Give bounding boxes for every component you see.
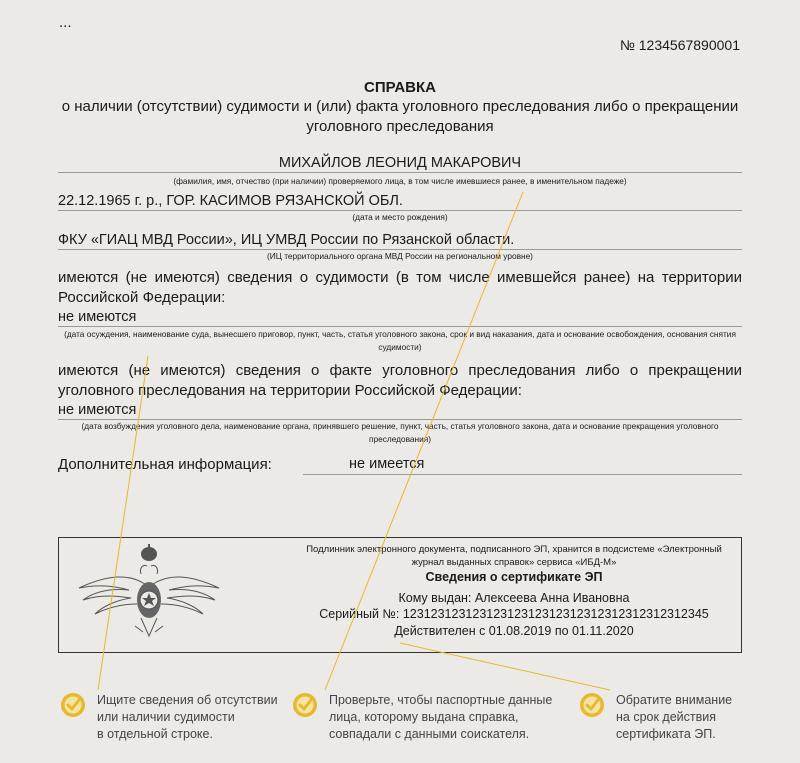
check-circle-icon — [292, 692, 318, 718]
additional-info-label: Дополнительная информация: — [58, 456, 272, 473]
certificate-note: Подлинник электронного документа, подписанного ЭП, хранится в подсистеме «Электронный журнал выданных справок» сервиса «ИБД-М» — [306, 544, 722, 568]
document-title: СПРАВКА — [364, 79, 436, 96]
ellipsis-mark: ... — [59, 14, 72, 31]
document-number: № 1234567890001 — [619, 37, 740, 53]
person-name: МИХАЙЛОВ ЛЕОНИД МАКАРОВИЧ — [58, 154, 742, 173]
conviction-caption: (дата осуждения, наименование суда, вынесшего приговор, пункт, часть, статья уголовного закона, срок и вид наказания, дата и основание освобождения, основания снятия судимости) — [64, 329, 736, 352]
check-circle-icon — [60, 692, 86, 718]
tip-validity — [579, 692, 605, 723]
person-name-caption: (фамилия, имя, отчество (при наличии) проверяемого лица, в том числе имевшиеся ранее, в именительном падеже) — [173, 176, 627, 186]
tip-conviction-text: Ищите сведения об отсутствии или наличии судимости в отдельной строке. — [97, 693, 278, 741]
issuing-organ: ФКУ «ГИАЦ МВД России», ИЦ УМВД России по Рязанской области. — [58, 231, 742, 250]
person-birth: 22.12.1965 г. р., ГОР. КАСИМОВ РЯЗАНСКОЙ ОБЛ. — [58, 192, 742, 211]
certificate-box — [58, 537, 742, 653]
tip-validity-text: Обратите внимание на срок действия сертификата ЭП. — [616, 693, 733, 741]
prosecution-text: имеются (не имеются) сведения о факте уголовного преследования либо о прекращении уголовного преследования на территории Российской Федерации: — [58, 362, 742, 399]
prosecution-value: не имеются — [58, 401, 742, 420]
tip-conviction — [60, 692, 86, 723]
check-circle-icon — [579, 692, 605, 718]
person-birth-caption: (дата и место рождения) — [352, 212, 448, 222]
mvd-emblem-icon — [69, 544, 229, 644]
issuing-organ-caption: (ИЦ территориального органа МВД России на региональном уровне) — [267, 251, 533, 261]
certificate-validity: Действителен с 01.08.2019 по 01.11.2020 — [394, 624, 634, 638]
additional-info-value: не имеется — [349, 456, 425, 472]
conviction-value: не имеются — [58, 308, 742, 327]
tip-passport-text: Проверьте, чтобы паспортные данные лица, которому выдана справка, совпадали с данными соискателя. — [329, 693, 553, 741]
document-subtitle: о наличии (отсутствии) судимости и (или) факта уголовного преследования либо о прекращении уголовного преследования — [61, 98, 739, 135]
conviction-text: имеются (не имеются) сведения о судимости (в том числе имевшейся ранее) на территории Российской Федерации: — [58, 269, 742, 306]
tip-passport — [292, 692, 318, 723]
prosecution-caption: (дата возбуждения уголовного дела, наименование органа, принявшего решение, пункт, часть, статья уголовного закона, дата и основание прекращения уголовного преследования) — [81, 421, 719, 444]
certificate-heading: Сведения о сертификате ЭП — [425, 570, 603, 584]
certificate-issued-to: Кому выдан: Алексеева Анна Ивановна — [398, 591, 630, 605]
certificate-serial: Серийный №: 12312312312312312312312312312312312312312345 — [319, 607, 709, 621]
